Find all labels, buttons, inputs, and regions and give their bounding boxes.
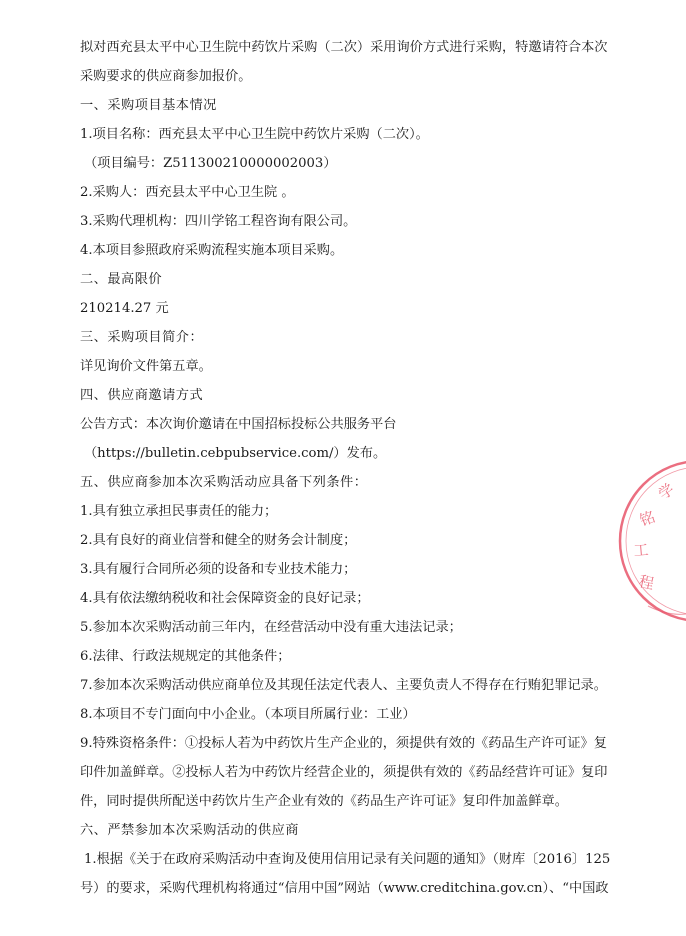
intro-line-1: 拟对西充县太平中心卫生院中药饮片采购（二次）采用询价方式进行采购，特邀请符合本次 (80, 40, 608, 55)
section-heading-2: 二、最高限价 (80, 272, 163, 287)
project-name: 1.项目名称：西充县太平中心卫生院中药饮片采购（二次）。 (80, 127, 429, 142)
svg-text:学: 学 (654, 479, 678, 504)
announcement-method: 公告方式：本次询价邀请在中国招标投标公共服务平台 (80, 417, 397, 432)
condition-9-line-1: 9.特殊资格条件：①投标人若为中药饮片生产企业的，须提供有效的《药品生产许可证》复 (80, 736, 607, 751)
section-heading-4: 四、供应商邀请方式 (80, 388, 204, 403)
section-heading-6: 六、严禁参加本次采购活动的供应商 (80, 823, 299, 838)
official-seal (608, 456, 686, 626)
section-heading-3: 三、采购项目简介： (80, 330, 204, 345)
condition-6: 6.法律、行政法规规定的其他条件； (80, 649, 291, 664)
condition-9-line-3: 件，同时提供所配送中药饮片生产企业有效的《药品生产许可证》复印件加盖鲜章。 (80, 794, 568, 809)
seal-stamp-icon (608, 456, 686, 626)
section-heading-1: 一、采购项目基本情况 (80, 98, 217, 113)
condition-8: 8.本项目不专门面向中小企业。（本项目所属行业：工业） (80, 707, 416, 722)
prohibition-line-1: 1.根据《关于在政府采购活动中查询及使用信用记录有关问题的通知》（财库〔2016〕125 (84, 852, 611, 867)
procedure-note: 4.本项目参照政府采购流程实施本项目采购。 (80, 243, 344, 258)
svg-text:工: 工 (632, 540, 650, 560)
condition-7: 7.参加本次采购活动供应商单位及其现任法定代表人、主要负责人不得存在行贿犯罪记录。 (80, 678, 607, 693)
condition-9-line-2: 印件加盖鲜章。②投标人若为中药饮片经营企业的，须提供有效的《药品经营许可证》复印 (80, 765, 608, 780)
condition-5: 5.参加本次采购活动前三年内，在经营活动中没有重大违法记录； (80, 620, 462, 635)
prohibition-line-2: 号）的要求，采购代理机构将通过“信用中国”网站（www.creditchina.gov.cn）、“中国政 (80, 881, 609, 896)
agency: 3.采购代理机构：四川学铭工程咨询有限公司。 (80, 214, 357, 229)
svg-text:铭: 铭 (637, 507, 658, 530)
intro-reference: 详见询价文件第五章。 (80, 359, 212, 374)
condition-4: 4.具有依法缴纳税收和社会保障资金的良好记录； (80, 591, 370, 606)
project-number: （项目编号：Z511300210000002003） (84, 156, 337, 171)
announcement-url: （https://bulletin.cebpubservice.com/）发布。 (84, 446, 387, 461)
svg-text:程: 程 (637, 572, 656, 594)
condition-1: 1.具有独立承担民事责任的能力； (80, 504, 278, 519)
condition-3: 3.具有履行合同所必须的设备和专业技术能力； (80, 562, 357, 577)
section-heading-5: 五、供应商参加本次采购活动应具备下列条件： (80, 475, 368, 490)
condition-2: 2.具有良好的商业信誉和健全的财务会计制度； (80, 533, 357, 548)
intro-line-2: 采购要求的供应商参加报价。 (80, 69, 252, 84)
max-price: 210214.27 元 (80, 301, 169, 316)
purchaser: 2.采购人：西充县太平中心卫生院 。 (80, 185, 295, 200)
